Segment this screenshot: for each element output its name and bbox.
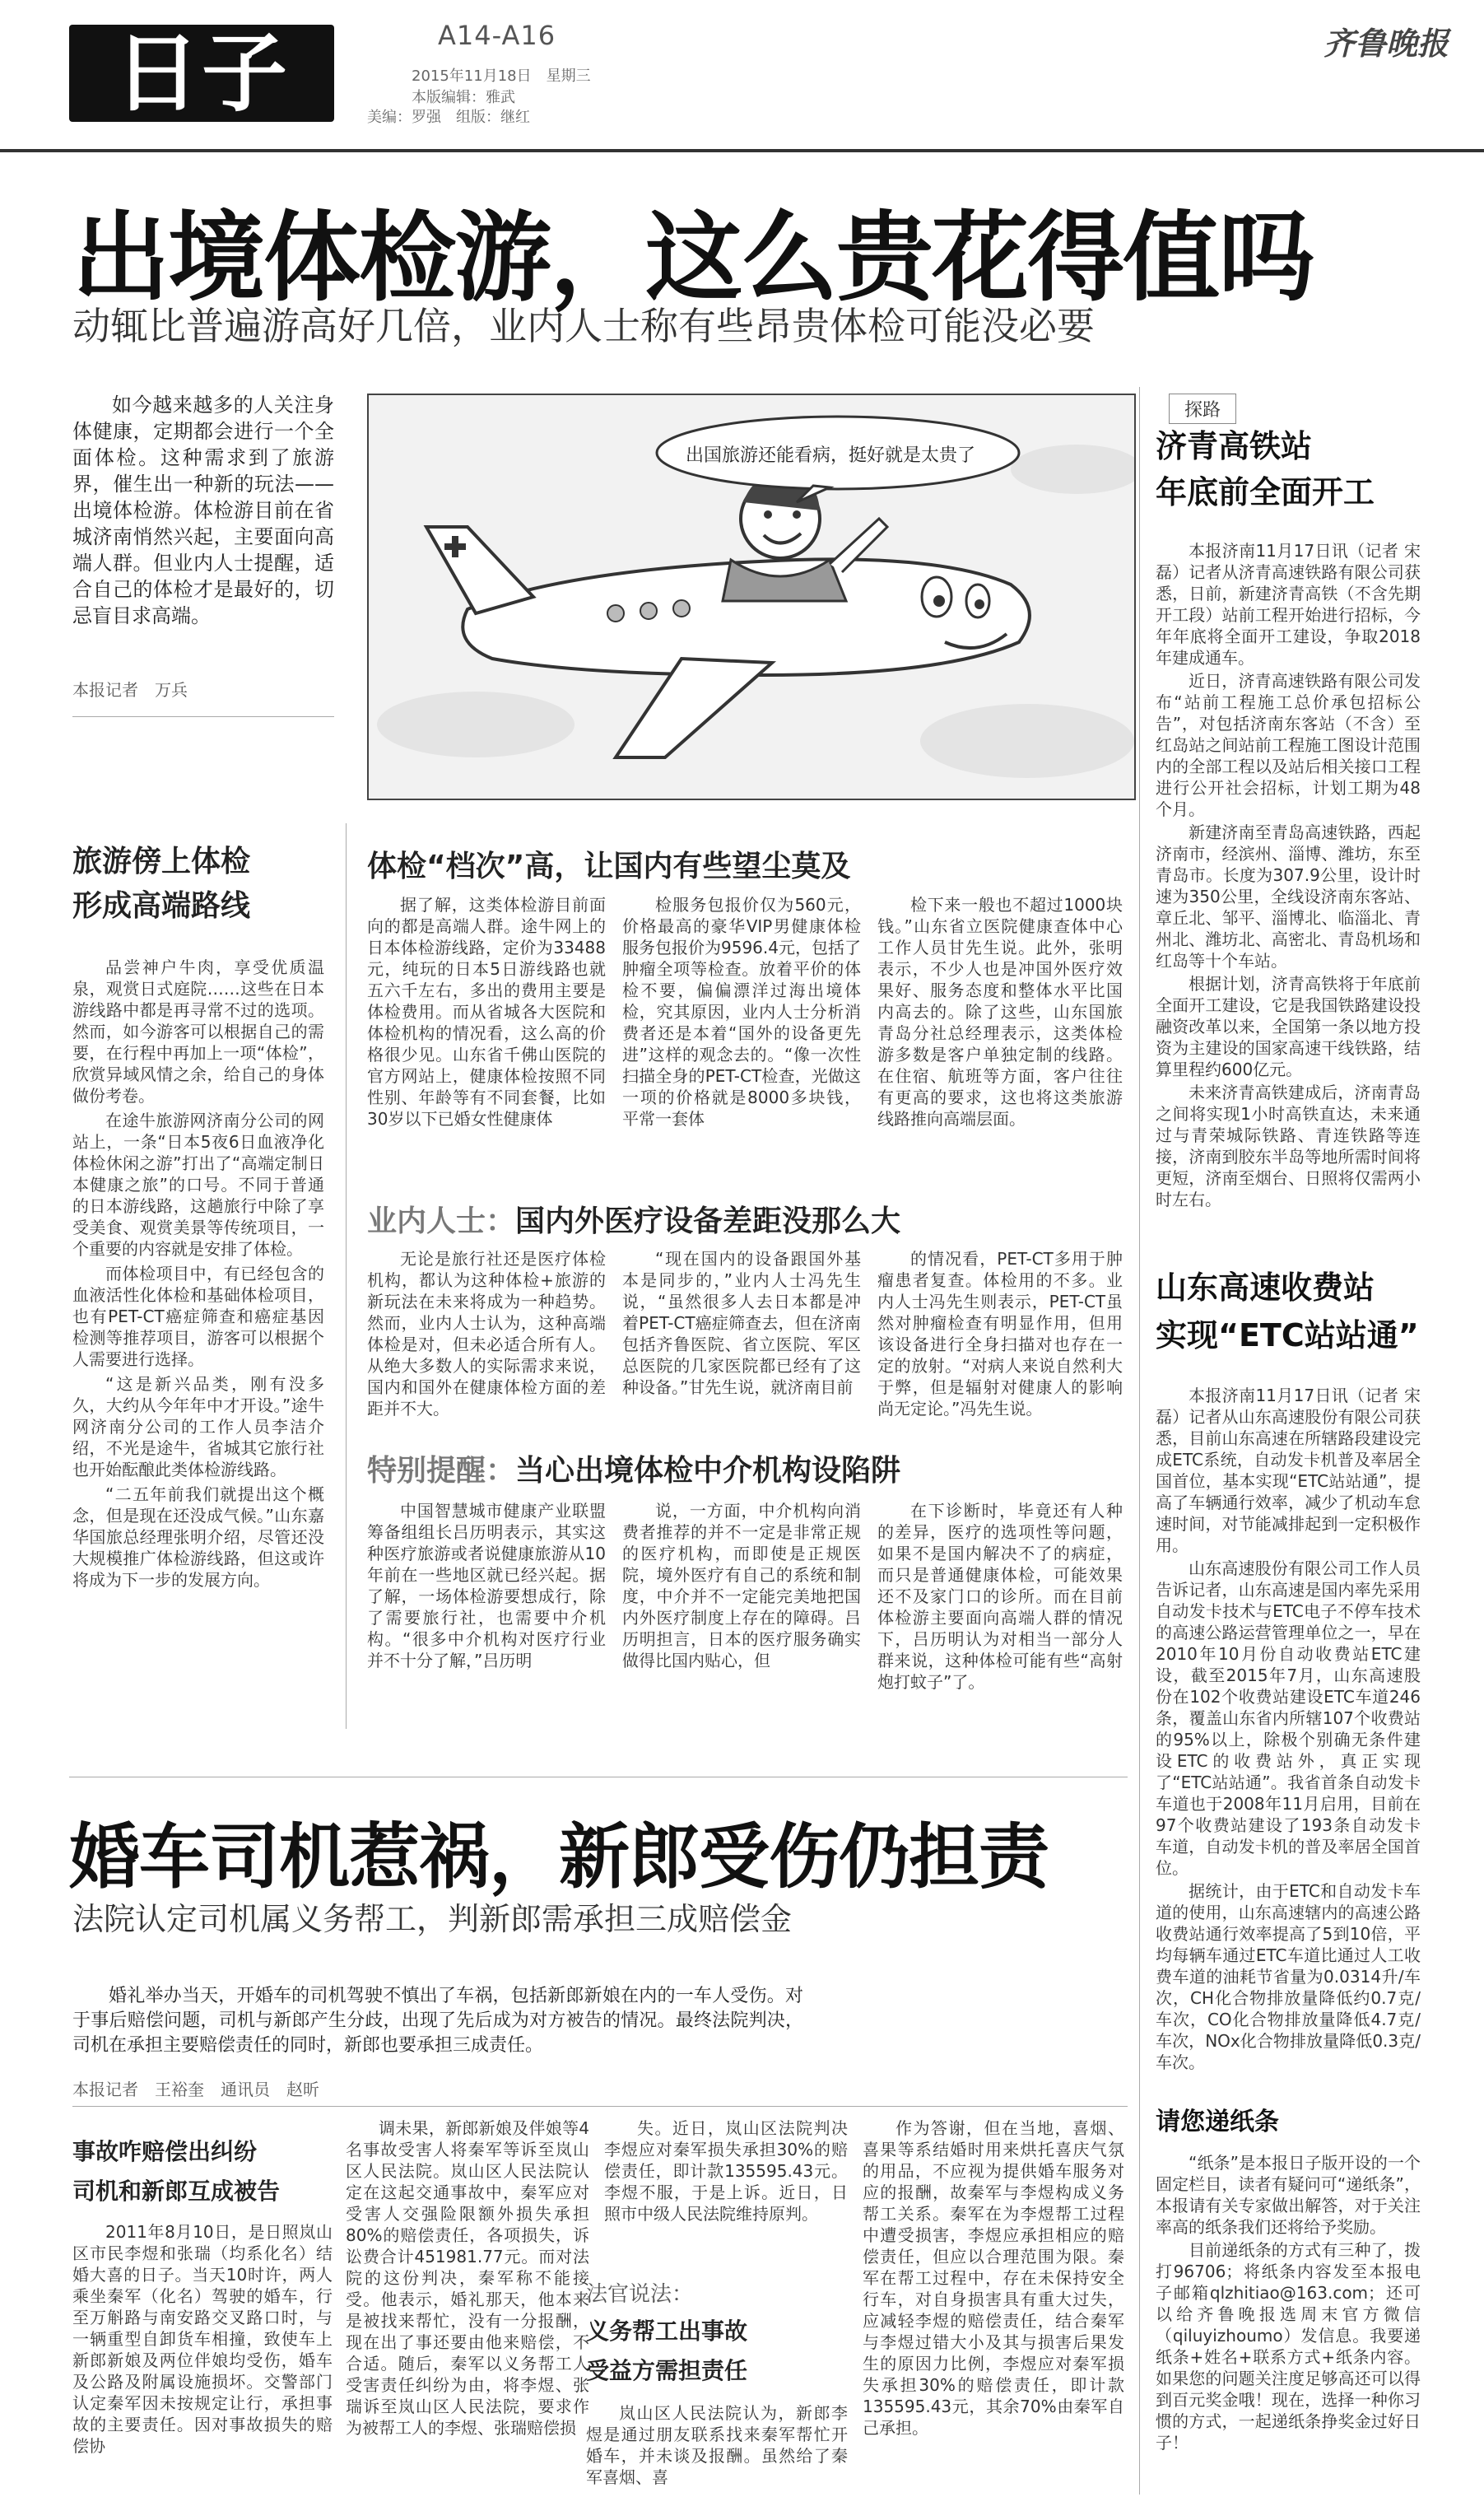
section4-col2 (622, 1500, 861, 1675)
paragraph: 2011年8月10日，是日照岚山区市民李煜和张瑞（均系化名）结婚大喜的日子。当天10时许，两人乘坐秦军（化名）驾驶的婚车，行至万斛路与南安路交叉路口时，与一辆重型自卸货车相撞，致使车上新郎新娘及两位伴娘均受伤，婚车及公路及附属设施损坏。交警部门认定秦军因未按规定让行，承担事故的主要责任。因对事故损失的赔偿协 (72, 2222, 333, 2456)
second-col3-top (604, 2117, 848, 2228)
design-credit: 美编：罗强 组版：继红 (367, 109, 530, 126)
right-tag: 探路 (1169, 394, 1236, 424)
section4-label: 特别提醒： (367, 1454, 516, 1488)
law-title-b: 受益方需担责任 (586, 2357, 748, 2384)
paragraph: 检服务包报价仅为560元，价格最高的豪华VIP男健康体检服务包报价为9596.4元，包括了肿瘤全项等检查。放着平价的体检不要，偏偏漂洋过海出境体检，究其原因，业内人士分析消费者还是本着“国外的设备更先进”这样的观念去的。“像一次性扫描全身的PET-CT检查，光做这一项的价格就是8000多块钱，平常一套体 (622, 895, 861, 1129)
paragraph: 新建济南至青岛高速铁路，西起济南市，经滨州、淄博、潍坊，东至青岛市。长度为307.9公里，设计时速为350公里，全线设济南东客站、章丘北、邹平、淄博北、临淄北、青州北、潍坊北、高密北、青岛机场和红岛等十个车站。 (1156, 822, 1421, 971)
paragraph: 品尝神户牛肉，享受优质温泉，观赏日式庭院……这些在日本游线路中都是再寻常不过的选项。然而，如今游客可以根据自己的需要，在行程中再加上一项“体检”，欣赏异域风情之余，给自己的身体做份考卷。 (72, 957, 324, 1106)
section3-col2 (622, 1248, 861, 1401)
paragraph: 本报济南11月17日讯（记者 宋磊）记者从山东高速股份有限公司获悉，目前山东高速在所辖路段建设完成ETC系统，自动发卡机普及率居全国首位，基本实现“ETC站站通”，提高了车辆通行效率，减少了机动车怠速时间，对节能减排起到一定积极作用。 (1156, 1386, 1421, 1555)
paragraph: 调未果，新郎新娘及伴娘等4名事故受害人将秦军等诉至岚山区人民法院。岚山区人民法院认定在这起交通事故中，秦军应对受害人交强险限额外损失承担80%的赔偿责任，各项损失，诉讼费合计451981.77元。而对法院的这份判决，秦军称不能接受。他表示，婚礼那天，他本来是被找来帮忙，没有一分报酬，现在出了事还要由他来赔偿，不合适。随后，秦军以义务帮工人受害责任纠纷为由，将李煜、张瑞诉至岚山区人民法院，要求作为被帮工人的李煜、张瑞赔偿损 (346, 2118, 589, 2438)
paragraph: “二五年前我们就提出这个概念，但是现在还没成气候。”山东嘉华国旅总经理张明介绍，尽管还没大规模推广体检游线路，但这或许将成为下一步的发展方向。 (72, 1484, 324, 1590)
column-divider (346, 823, 347, 1729)
second-byline: 本报记者 王裕奎 通讯员 赵昕 (72, 2080, 319, 2099)
section4-title (367, 1447, 900, 1489)
paragraph: 未来济青高铁建成后，济南青岛之间将实现1小时高铁直达，未来通过与青荣城际铁路、青连铁路等连接，济南到胶东半岛等地所需时间将更短，济南至烟台、日照将仅需两小时左右。 (1156, 1083, 1421, 1209)
section2-col2 (622, 894, 861, 1133)
paragraph: 而体检项目中，有已经包含的血液活性化体检和基础体检项目，也有PET-CT癌症筛查和癌症基因检测等推荐项目，游客可以根据个人需要进行选择。 (72, 1264, 324, 1369)
section4-title-text: 当心出境体检中介机构设陷阱 (515, 1454, 901, 1488)
paragraph: “现在国内的设备跟国外基本是同步的，”业内人士冯先生说，“虽然很多人去日本都是冲着PET-CT癌症筛查去，但在济南包括齐鲁医院、省立医院、军区总医院的几家医院都已经有了这种设备。”甘先生说，就济南目前 (622, 1249, 861, 1397)
paragraph: 失。近日，岚山区法院判决李煜应对秦军损失承担30%的赔偿责任，即计款135595.43元。李煜不服，于是上诉。近日，日照市中级人民法院维持原判。 (604, 2118, 848, 2224)
law-title-label: 法官说法： (586, 2282, 694, 2307)
section4-col3 (877, 1500, 1123, 1696)
section3-col3 (877, 1248, 1123, 1423)
notice-body (1156, 2152, 1421, 2455)
main-lede-text: 如今越来越多的人关注身体健康，定期都会进行一个全面体检。这种需求到了旅游界，催生出一种新的玩法——出境体检游。体检游目前在省城济南悄然兴起，主要面向高端人群。但业内人士提醒，适合自己的体检才是最好的，切忌盲目求高端。 (72, 394, 334, 627)
paragraph: 岚山区人民法院认为，新郎李煜是通过朋友联系找来秦军帮忙开婚车，并未谈及报酬。虽然给了秦军喜烟、喜 (586, 2403, 848, 2487)
second-col2 (346, 2117, 589, 2442)
right-column-divider (1139, 387, 1140, 2495)
second-col1 (72, 2221, 333, 2460)
section2-col1 (367, 894, 606, 1133)
paragraph: 中国智慧城市健康产业联盟筹备组组长吕历明表示，其实这种医疗旅游或者说健康旅游从10年前在一些地区就已经兴起。据了解，一场体检游要想成行，除了需要旅行社，也需要中介机构。“很多中介机构对医疗行业并不十分了解，”吕历明 (367, 1501, 606, 1670)
header-divider (0, 149, 1484, 152)
section-logo-text: 日子 (114, 23, 289, 123)
main-lede (72, 392, 334, 629)
section-logo (69, 25, 334, 122)
section3-title (367, 1198, 900, 1240)
section1-body (72, 957, 324, 1594)
paragraph: 检下来一般也不超过1000块钱。”山东省立医院健康查体中心工作人员甘先生说。此外，张明表示，不少人也是冲国外医疗效果好、服务态度和整体水平比国内高去的。除了这些，山东国旅青岛分社总经理表示，这类体检游多数是客户单独定制的线路。在住宿、航班等方面，客户往往有更高的要求，这也将这类旅游线路推向高端层面。 (877, 895, 1123, 1129)
second-lede (72, 1984, 803, 2058)
notice-title: 请您递纸条 (1156, 2108, 1279, 2136)
paragraph: 近日，济青高速铁路有限公司发布“站前工程施工总价承包招标公告”，对包括济南东客站（不含）至红岛站之间站前工程施工图设计范围内的全部工程以及站后相关接口工程进行公开社会招标，计划工期为48个月。 (1156, 671, 1421, 819)
paragraph: “这是新兴品类，刚有没多久，大约从今年年中才开设。”途牛网济南分公司的工作人员李洁介绍，不光是途牛，省城其它旅行社也开始酝酿此类体检游线路。 (72, 1374, 324, 1479)
cartoon-speech: 出国旅游还能看病，挺好就是太贵了 (686, 445, 976, 466)
story1-title-a: 济青高铁站 (1156, 428, 1313, 464)
second-subhead: 法院认定司机属义务帮工，判新郎需承担三成赔偿金 (72, 1901, 793, 1937)
divider (72, 2106, 1128, 2107)
paragraph: 在下诊断时，毕竟还有人种的差异，医疗的选项性等问题，如果不是国内解决不了的病症，而只是普通健康体检，可能效果还不及家门口的诊所。而在目前体检游主要面向高端人群的情况下，吕历明认为对相当一部分人群来说，这种体检可能有些“高射炮打蚊子”了。 (877, 1501, 1123, 1692)
paragraph: 的情况看，PET-CT多用于肿瘤患者复查。体检用的不多。业内人士冯先生则表示，PET-CT虽然对肿瘤检查有明显作用，但用该设备进行全身扫描对也存在一定的放射。“对病人来说自然利大于弊，但是辐射对健康人的影响尚无定论。”冯先生说。 (877, 1249, 1123, 1419)
section4-col1 (367, 1500, 606, 1675)
story1-title-b: 年底前全面开工 (1156, 474, 1375, 510)
editor-credit: 本版编辑：雅武 (412, 89, 515, 106)
second-section-title-b: 司机和新郎互成被告 (72, 2178, 281, 2205)
story2-title-b: 实现“ETC站站通” (1156, 1317, 1419, 1353)
law-title-a: 义务帮工出事故 (586, 2318, 748, 2345)
section1-title-b: 形成高端路线 (72, 889, 251, 923)
newspaper-brand: 齐鲁晚报 (1324, 25, 1449, 62)
issue-date: 2015年11月18日 星期三 (412, 68, 591, 85)
paragraph: “纸条”是本报日子版开设的一个固定栏目，读者有疑问可“递纸条”，本报请有关专家做出解答，对于关注率高的纸条我们还将给予奖励。 (1156, 2153, 1421, 2237)
paragraph: 根据计划，济青高铁将于年底前全面开工建设，它是我国铁路建设投融资改革以来，全国第一条以地方投资为主建设的国家高速干线铁路，结算里程约600亿元。 (1156, 974, 1421, 1079)
page-range: A14-A16 (438, 20, 556, 51)
second-col4 (863, 2117, 1124, 2442)
paragraph: 在途牛旅游网济南分公司的网站上，一条“日本5夜6日血液净化体检休闲之游”打出了“高端定制日本健康之旅”的口号。不同于普通的日本游线路，这趟旅行中除了享受美食、观赏美景等传统项目，一个重要的内容就是安排了体检。 (72, 1111, 324, 1259)
second-section-title-a: 事故咋赔偿出纠纷 (72, 2138, 258, 2165)
main-byline: 本报记者 万兵 (72, 680, 188, 700)
paragraph: 本报济南11月17日讯（记者 宋磊）记者从济青高速铁路有限公司获悉，日前，新建济青高铁（不含先期开工段）站前工程开始进行招标，今年年底将全面开工建设，争取2018年建成通车。 (1156, 541, 1421, 668)
cartoon-illustration (367, 394, 1136, 800)
divider (72, 716, 334, 717)
paragraph: 据了解，这类体检游目前面向的都是高端人群。途牛网上的日本体检游线路，定价为33488元，纯玩的日本5日游线路也就五六千左右，多出的费用主要是体检费用。而从省城各大医院和体检机构的情况看，这么高的价格很少见。山东省千佛山医院的官方网站上，健康体检按照不同性别、年龄等有不同套餐，比如30岁以下已婚女性健康体 (367, 895, 606, 1129)
second-col3-bottom (586, 2402, 848, 2491)
paragraph: 据统计，由于ETC和自动发卡车道的使用，山东高速辖内的高速公路收费站通行效率提高了5到10倍，平均每辆车通过ETC车道比通过人工收费车道的油耗节省量为0.0314升/车次，CH化合物排放量降低约0.7克/车次，CO化合物排放量降低4.7克/车次，NOx化合物排放量降低0.3克/车次。 (1156, 1881, 1421, 2072)
paragraph: 无论是旅行社还是医疗体检机构，都认为这种体检+旅游的新玩法在未来将成为一种趋势。然而，业内人士认为，这种高端体检是对，但未必适合所有人。从绝大多数人的实际需求来说，国内和国外在健康体检方面的差距并不大。 (367, 1249, 606, 1419)
paragraph: 说，一方面，中介机构向消费者推荐的并不一定是非常正规的医疗机构，而即使是正规医院，境外医疗有自己的系统和制度，中介并不一定能完美地把国内外医疗制度上存在的障碍。吕历明担言，日本的医疗服务确实做得比国内贴心，但 (622, 1501, 861, 1670)
section3-col1 (367, 1248, 606, 1423)
story2-title-a: 山东高速收费站 (1156, 1269, 1375, 1306)
main-subhead: 动辄比普遍游高好几倍，业内人士称有些昂贵体检可能没必要 (72, 304, 1095, 348)
section3-label: 业内人士： (367, 1204, 516, 1238)
section2-col3 (877, 894, 1123, 1133)
second-headline: 婚车司机惹祸，新郎受伤仍担责 (69, 1816, 1049, 1898)
paragraph: 山东高速股份有限公司工作人员告诉记者，山东高速是国内率先采用自动发卡技术与ETC电子不停车技术的高速公路运营管理单位之一，早在2010年10月份自动收费站ETC建设，截至2015年7月，山东高速股份在102个收费站建设ETC车道246条，覆盖山东省内所辖107个收费站的95%以上，除极个别确无条件建设ETC的收费站外，真正实现了“ETC站站通”。我省首条自动发卡车道也于2008年11月启用，目前在97个收费站建设了193条自动发卡车道，自动发卡机的普及率居全国首位。 (1156, 1558, 1421, 1878)
second-lede-text: 婚礼举办当天，开婚车的司机驾驶不慎出了车祸，包括新郎新娘在内的一车人受伤。对于事后赔偿问题，司机与新郎产生分歧，出现了先后成为对方被告的情况。最终法院判决，司机在承担主要赔偿责任的同时，新郎也要承担三成责任。 (72, 1986, 803, 2056)
story2-body (1156, 1385, 1421, 2075)
paragraph: 作为答谢，但在当地，喜烟、喜果等系结婚时用来烘托喜庆气氛的用品，不应视为提供婚车服务对应的报酬，故秦军与李煜构成义务帮工关系。秦军在为李煜帮工过程中遭受损害，李煜应承担相应的赔偿责任，但应以合理范围为限。秦军在帮工过程中，存在未保持安全行车，对自身损害具有重大过失，应减轻李煜的赔偿责任，结合秦军与李煜过错大小及其与损害后果发生的原因力比例，李煜应对秦军损失承担30%的赔偿责任，即计款135595.43元，其余70%由秦军自己承担。 (863, 2118, 1124, 2438)
paragraph: 目前递纸条的方式有三种了，拨打96706；将纸条内容发至本报电子邮箱qlzhitiao@163.com；还可以给齐鲁晚报选周末官方微信（qiluyizhoumo）发信息。我要递纸条+姓名+联系方式+纸条内容。如果您的问题关注度足够高还可以得到百元奖金哦！现在，选择一种你习惯的方式，一起递纸条挣奖金过好日子！ (1156, 2240, 1421, 2453)
section2-title: 体检“档次”高，让国内有些望尘莫及 (367, 850, 851, 883)
section1-title-a: 旅游傍上体检 (72, 845, 251, 878)
section3-title-text: 国内外医疗设备差距没那么大 (515, 1204, 901, 1238)
story1-body (1156, 540, 1421, 1212)
main-headline: 出境体检游，这么贵花得值吗 (72, 201, 1314, 314)
